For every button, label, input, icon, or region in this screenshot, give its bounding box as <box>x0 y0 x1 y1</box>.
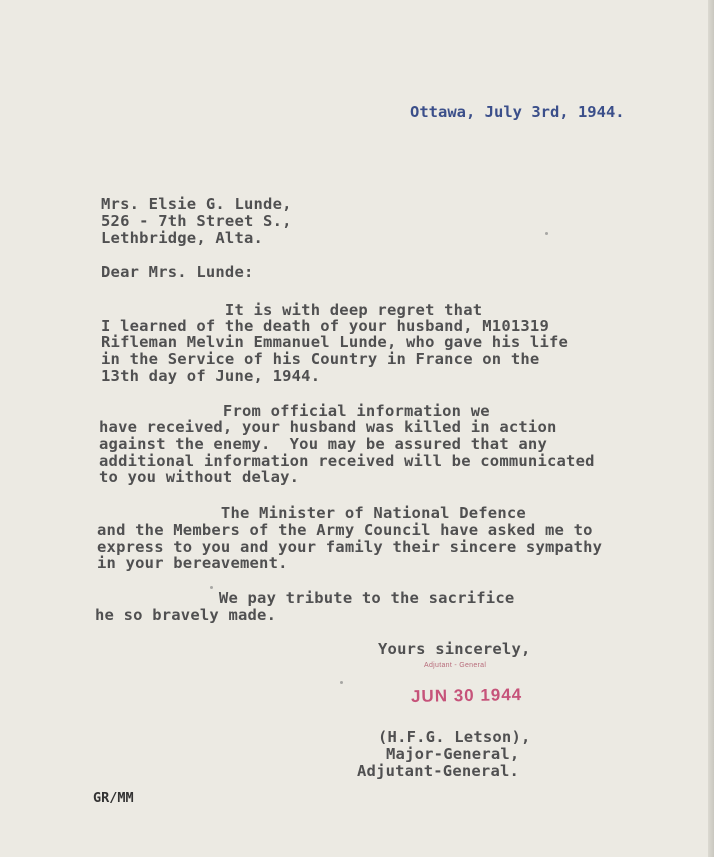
paragraph-3-line-4: in your bereavement. <box>97 554 288 572</box>
reference-initials: GR/MM <box>93 790 134 806</box>
paragraph-2-line-1: From official information we <box>99 402 490 420</box>
paragraph-3-line-1: The Minister of National Defence <box>97 504 526 522</box>
paragraph-1-line-5: 13th day of June, 1944. <box>101 367 321 385</box>
paragraph-4-line-2: he so bravely made. <box>95 606 277 624</box>
signatory-name: (H.F.G. Letson), <box>378 728 531 746</box>
dateline: Ottawa, July 3rd, 1944. <box>410 103 625 121</box>
recipient-name: Mrs. Elsie G. Lunde, <box>101 195 292 213</box>
stamp-small-text: Adjutant - General <box>424 662 487 669</box>
paragraph-2-line-4: additional information received will be communicated <box>99 452 595 470</box>
paragraph-2-line-2: have received, your husband was killed in action <box>99 418 557 436</box>
paragraph-3-line-3: express to you and your family their sincere sympathy <box>97 538 603 556</box>
received-date-stamp: JUN 30 1944 <box>410 685 523 706</box>
paragraph-3-line-2: and the Members of the Army Council have asked me to <box>97 521 593 539</box>
closing: Yours sincerely, <box>378 640 531 658</box>
paragraph-2-line-5: to you without delay. <box>99 468 300 486</box>
salutation: Dear Mrs. Lunde: <box>101 263 254 281</box>
paragraph-2-line-3: against the enemy. You may be assured that any <box>99 435 547 453</box>
paragraph-1-line-3: Rifleman Melvin Emmanuel Lunde, who gave his life <box>101 333 569 351</box>
paragraph-1-line-2: I learned of the death of your husband, M101319 <box>101 317 549 335</box>
signatory-rank: Major-General, <box>386 745 520 763</box>
paragraph-4-line-1: We pay tribute to the sacrifice <box>95 589 515 607</box>
paragraph-1-line-1: It is with deep regret that <box>101 301 483 319</box>
page-edge-shadow <box>708 0 714 857</box>
recipient-city: Lethbridge, Alta. <box>101 229 264 247</box>
signatory-title: Adjutant-General. <box>357 762 520 780</box>
recipient-street: 526 - 7th Street S., <box>101 212 292 230</box>
paper-speck <box>545 232 548 235</box>
paragraph-1-line-4: in the Service of his Country in France on the <box>101 350 540 368</box>
paper-speck <box>210 586 213 589</box>
paper-speck <box>340 681 343 684</box>
